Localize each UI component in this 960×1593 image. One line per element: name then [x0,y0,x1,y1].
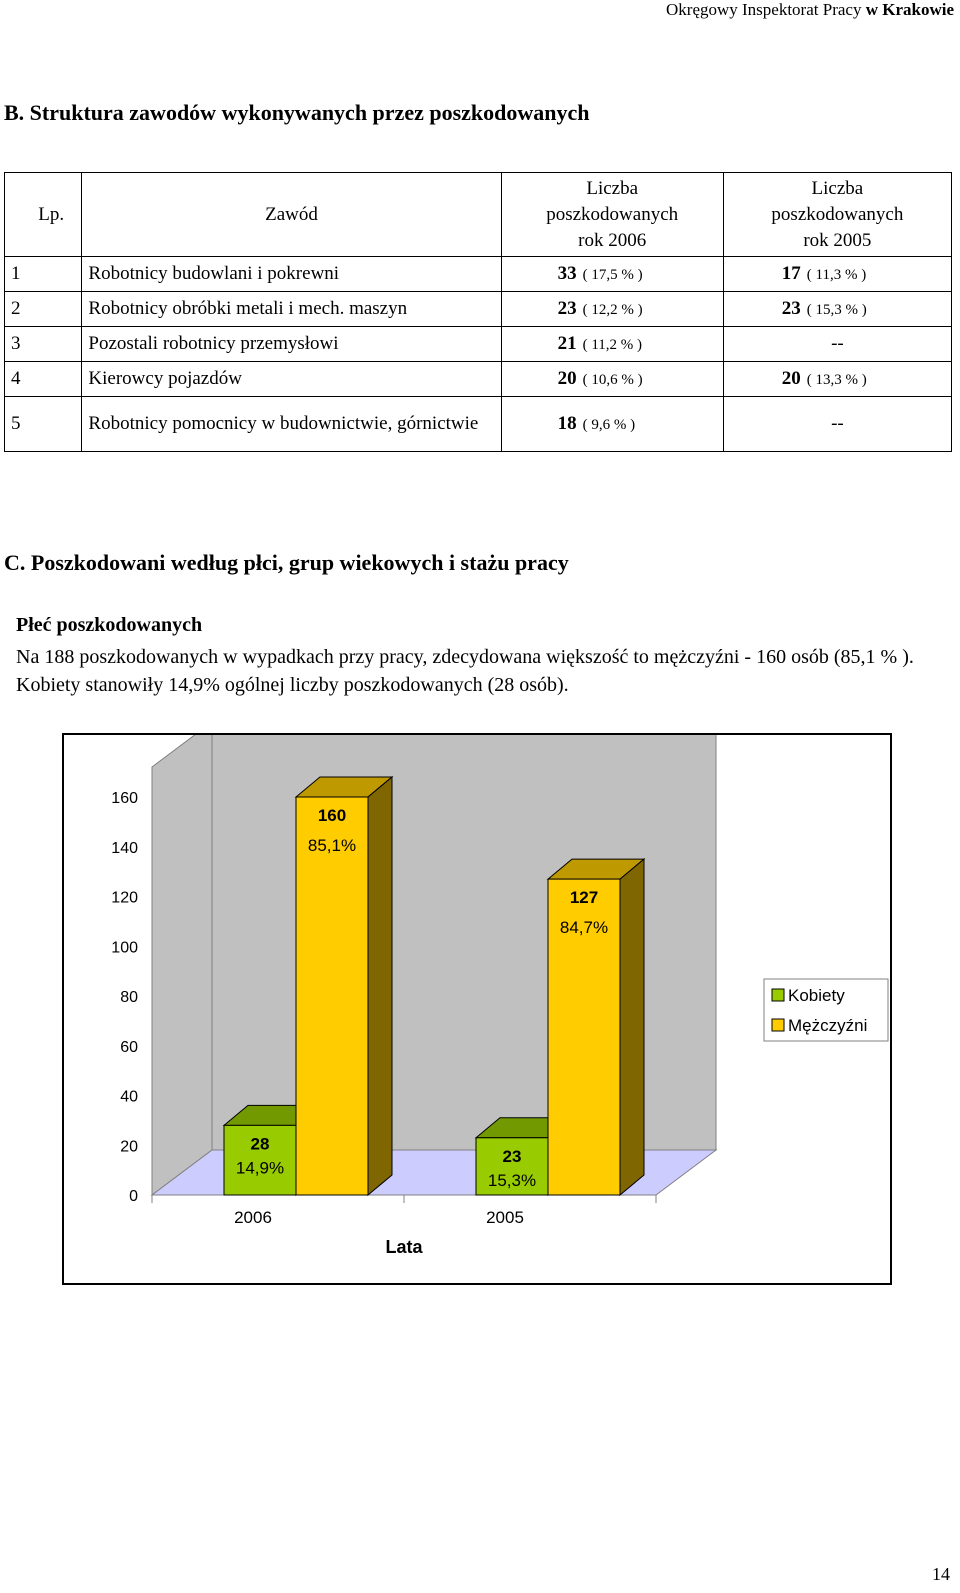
data-label: 85,1% [307,836,357,855]
x-axis-label: Lata [385,1237,423,1257]
header-lp: Lp. [5,173,82,257]
subhead-plec: Płeć poszkodowanych [16,614,203,636]
table-row: 3 Pozostali robotnicy przemysłowi 21 ( 11,2 % ) -- [5,327,952,362]
legend-label: Mężczyźni [788,1016,868,1035]
header-2005: Liczba poszkodowanych rok 2005 [723,173,951,257]
bar [296,797,368,1195]
data-label: 23 [502,1146,522,1166]
table-row: 2 Robotnicy obróbki metali i mech. maszyn 23 ( 12,2 % ) 23 ( 15,3 % ) [5,292,952,327]
bar-side [368,777,392,1195]
table-row: 1 Robotnicy budowlani i pokrewni 33 ( 17,5 % ) 17 ( 11,3 % ) [5,257,952,292]
section-c-title: C. Poszkodowani według płci, grup wiekowych i stażu pracy [4,550,569,575]
legend-label: Kobiety [788,986,845,1005]
table-row: 4 Kierowcy pojazdów 20 ( 10,6 % ) 20 ( 13,3 % ) [5,362,952,397]
section-b-title: B. Struktura zawodów wykonywanych przez poszkodowanych [4,100,590,125]
header-zawod: Zawód [82,173,501,257]
chart-side-wall [152,735,212,1195]
x-tick-label: 2005 [486,1208,524,1227]
bar-side [620,859,644,1195]
y-tick-label: 0 [129,1188,138,1205]
bar-chart [64,735,890,1283]
y-tick-label: 60 [120,1038,138,1056]
data-label: 14,9% [235,1158,285,1178]
page-header: Okręgowy Inspektorat Pracy w Krakowie [666,0,954,19]
data-label: 28 [250,1134,270,1154]
y-tick-label: 40 [120,1088,138,1106]
y-tick-label: 140 [111,839,138,857]
header-2006: Liczba poszkodowanych rok 2006 [501,173,723,257]
chart-frame [62,733,892,1285]
y-tick-label: 160 [111,790,138,807]
data-label: 15,3% [487,1170,537,1190]
y-tick-label: 120 [111,889,138,907]
data-label: 127 [569,888,599,908]
data-label: 84,7% [559,918,609,938]
legend-swatch [772,989,784,1001]
y-tick-label: 80 [120,989,138,1006]
page-number: 14 [932,1564,950,1584]
y-tick-label: 20 [120,1138,138,1156]
data-label: 160 [317,806,347,825]
legend-swatch [772,1019,784,1031]
paragraph: Na 188 poszkodowanych w wypadkach przy pracy, zdecydowana większość to mężczyźni - 160 osób (85,1 % ). Kobiety stanowiły 14,9% ogólnej liczby poszkodowanych (28 osób). [16,646,914,696]
occupation-table [4,172,952,452]
y-tick-label: 100 [111,939,138,957]
table-row: 5 Robotnicy pomocnicy w budownictwie, górnictwie 18 ( 9,6 % ) -- [5,397,952,452]
x-tick-label: 2006 [234,1208,272,1227]
table-header-row [5,173,952,257]
